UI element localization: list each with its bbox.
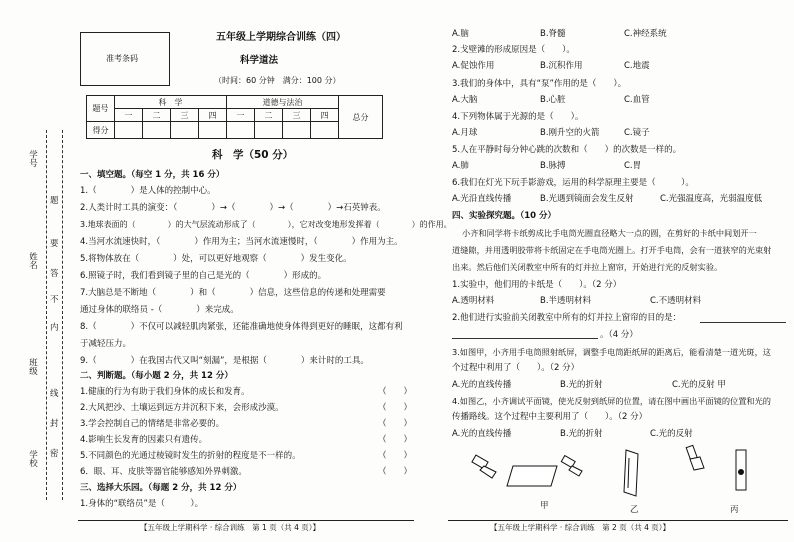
fill-question: 5.将物体放在（ ）处，可以更好地观察（ ）发生变化。 [80,254,352,264]
option: B.脊髓 [540,29,566,39]
page-footer-left: 【五年级上学期科学 · 综合训练 第 1 页（共 4 页）】 [140,523,320,532]
judge-question: 2.大风把沙、土壤运到远方并沉积下来，会形成沙漠。 [80,403,284,413]
experiment-header: 四、实验探究题。（10 分） [452,211,557,221]
choice-question: 1.身体的“联络员”是（ ）。 [80,499,204,509]
screen-icon [730,448,754,494]
class-label: 班级 [27,358,38,375]
experiment-text: 出来。然后他们关闭教室中所有的灯并拉上窗帘，开始进行光的反射实验。 [452,262,723,272]
fill-question: 3.地球表面的（ ）的大气层流动形成了（ ），它对改变地形发挥着（ ）的作用。 [80,220,452,229]
judge-answer[interactable]: （ ） [378,387,413,397]
fill-header: 一、填空题。（每空 1 分，共 16 分） [80,170,225,180]
flashlight-icon [470,450,510,480]
experiment-question: 2.他们进行实验前关闭教室中所有的灯并拉上窗帘的目的是： [452,313,682,323]
answer-line[interactable] [700,322,786,323]
fill-question: 8.（ ）不仅可以减轻肌肉紧张，还能准确地使身体得到更好的睡眠，这都有利 [80,322,403,332]
score-cell[interactable] [199,122,227,139]
binding-seal-char: 密 [50,449,59,459]
option: A.肺 [452,161,469,171]
binding-seal-char: 线 [50,389,59,399]
experiment-text: 道缝隙，并用透明胶带将卡纸固定在手电筒光圈上。打开手电筒，会有一道狭窄的光束射 [452,245,772,255]
score-cell[interactable] [255,122,283,139]
score-cell[interactable] [171,122,199,139]
question-number: 三 [283,109,311,122]
footer-rule [448,520,788,521]
fill-question: 6.照镜子时，我们看到镜子里的自己是光的（ ）形成的。 [80,271,327,281]
option: A.月球 [452,128,478,138]
score-cell[interactable] [115,122,143,139]
option: A.透明材料 [452,296,495,306]
fill-question: 于减轻压力。 [80,339,132,349]
paper-screen-icon [505,462,563,492]
option: A.脑 [452,29,469,39]
choice-question: 2.戈壁滩的形成原因是（ ）。 [452,45,575,55]
experiment-question: 传播路线。这个过程中主要利用了（ ）。（2 分） [452,412,648,422]
choice-header: 三、选择大乐园。（每题 2 分，共 12 分） [80,483,242,493]
experiment-score: 。（4 分） [600,330,638,340]
score-table [86,95,383,139]
question-number: 二 [143,109,171,122]
judge-question: 3.学会控制自己的情绪是非常必要的。 [80,419,225,429]
binding-line-outer [46,130,47,500]
choice-question: 3.我们的身体中，具有“泵”作用的是（ ）。 [452,79,627,89]
page-title: 五年级上学期综合训练（四） [216,32,346,43]
option: B.脉搏 [540,161,566,171]
option: A.促蚀作用 [452,61,495,71]
fill-question: 9.（ ）在我国古代又叫“刻漏”，是根据（ ）来计时的工具。 [80,356,369,366]
question-number: 四 [199,109,227,122]
option: C.镜子 [624,128,650,138]
judge-header: 二、判断题。（每小题 2 分，共 12 分） [80,371,233,381]
option: C.光的反射 甲 [672,380,726,390]
option: C.光强温度高，光弱温度低 [660,194,763,204]
option: C.不透明材料 [650,296,702,306]
question-number: 三 [171,109,199,122]
experiment-question: 3.如图甲，小齐用手电筒照射纸屏，调整手电筒距纸屏的距离后，能看清楚一道光斑，这 [452,347,771,357]
question-number: 一 [227,109,255,122]
figure-label-yi: 乙 [630,505,639,515]
page-subtitle: 科学道法 [240,55,279,66]
fill-question: 7.大脑总是不断地（ ）和（ ）信息，这些信息的传递和处理需要 [80,288,386,298]
option: B.心脏 [540,95,566,105]
page-footer-right: 【五年级上学期科学 · 综合训练 第 2 页（共 4 页）】 [490,523,670,532]
judge-question: 4.影响生长发育的因素只有遗传。 [80,435,208,445]
option: B.光遇到镜面会发生反射 [540,194,634,204]
judge-question: 6．眼、耳、皮肤等器官能够感知外界刺激。 [80,467,247,477]
score-cell[interactable] [311,122,339,139]
section-title: 科 学（50 分） [212,149,294,161]
flashlight-icon [560,452,594,482]
moral-header: 道德与法治 [227,96,339,109]
binding-seal-char: 要 [50,239,59,249]
option: C.胃 [624,161,642,171]
judge-answer[interactable]: （ ） [378,419,413,429]
fill-question: 4.当河水流速快时，（ ）作用为主；当河水流速慢时，（ ）作用为主。 [80,237,403,247]
option: A.大脑 [452,95,478,105]
score-cell[interactable] [283,122,311,139]
binding-bottom-char: 答 [50,269,59,279]
row-label-number: 题号 [87,96,115,122]
mirror-icon [620,448,642,498]
figure-label-bing: 丙 [730,505,739,515]
fill-question: 1.（ ）是人体的控制中心。 [80,186,216,196]
option: A.光的直线传播 [452,380,512,390]
footer-rule [78,520,414,521]
option: C.神经系统 [624,29,667,39]
judge-answer[interactable]: （ ） [378,467,413,477]
judge-answer[interactable]: （ ） [378,403,413,413]
figure-label-jia: 甲 [540,501,549,511]
judge-question: 1.健康的行为有助于我们身体的成长和发育。 [80,387,250,397]
score-cell[interactable] [143,122,171,139]
experiment-question: 1.实验中，他们用的卡纸是（ ）。（2 分） [452,280,622,290]
name-label: 姓名 [27,252,38,269]
experiment-question: 4.如图乙，小齐调试平面镜，使光反射到纸屏的位置，请在图中画出平面镜的位置和光的 [452,396,771,406]
judge-question: 5.不同颜色的光通过棱镜时发生的折射的程度是不一样的。 [80,451,301,461]
choice-question: 4.下列物体属于光源的是（ ）。 [452,112,584,122]
option: C.地震 [624,61,650,71]
option: C.血管 [624,95,650,105]
option: B.刚升空的火箭 [540,128,600,138]
answer-line[interactable] [452,338,598,339]
judge-answer[interactable]: （ ） [378,435,413,445]
option: B.沉积作用 [540,61,583,71]
score-cell[interactable] [227,122,255,139]
science-header: 科 学 [115,96,227,109]
option: A.光沿直线传播 [452,194,512,204]
choice-question: 6.我们在灯光下玩手影游戏，运用的科学原理主要是（ ）。 [452,178,694,188]
experiment-question: 个过程中利用了（ ）。（2 分） [452,363,580,373]
option: B.半透明材料 [540,296,592,306]
option: B.光的折射 [560,429,603,439]
barcode-label: 准考条码 [106,54,138,63]
total-header: 总分 [339,96,383,139]
school-label: 学校 [27,450,38,467]
flashlight-icon [684,444,714,478]
question-number: 二 [255,109,283,122]
binding-line-inner [62,130,63,500]
choice-question: 5.人在平静时每分钟心跳的次数和（ ）的次数是一样的。 [452,145,682,155]
binding-seal-char: 封 [50,419,59,429]
binding-seal-char: 内 [50,323,59,333]
fill-question: 通过身体的联络员 -（ ）来完成。 [80,305,239,315]
exam-info: （时间：60 分钟 满分：100 分） [214,76,341,85]
student-id-label: 学号 [27,150,38,167]
option: C.光的反射 [650,429,693,439]
row-label-score: 得分 [87,122,115,139]
binding-top-char: 题 [50,196,59,206]
judge-answer[interactable]: （ ） [378,451,413,461]
question-number: 四 [311,109,339,122]
experiment-text: 小齐和同学将卡纸剪成比手电筒光圈直径略大一点的圆，在剪好的卡纸中间划开一 [462,228,757,238]
option: A.光的直线传播 [452,429,512,439]
binding-seal-char: 不 [50,295,59,305]
option: B.光的折射 [560,380,603,390]
question-number: 一 [115,109,143,122]
fill-question: 2.人类计时工具的演变：（ ）→（ ）→（ ）→石英钟表。 [80,203,386,213]
